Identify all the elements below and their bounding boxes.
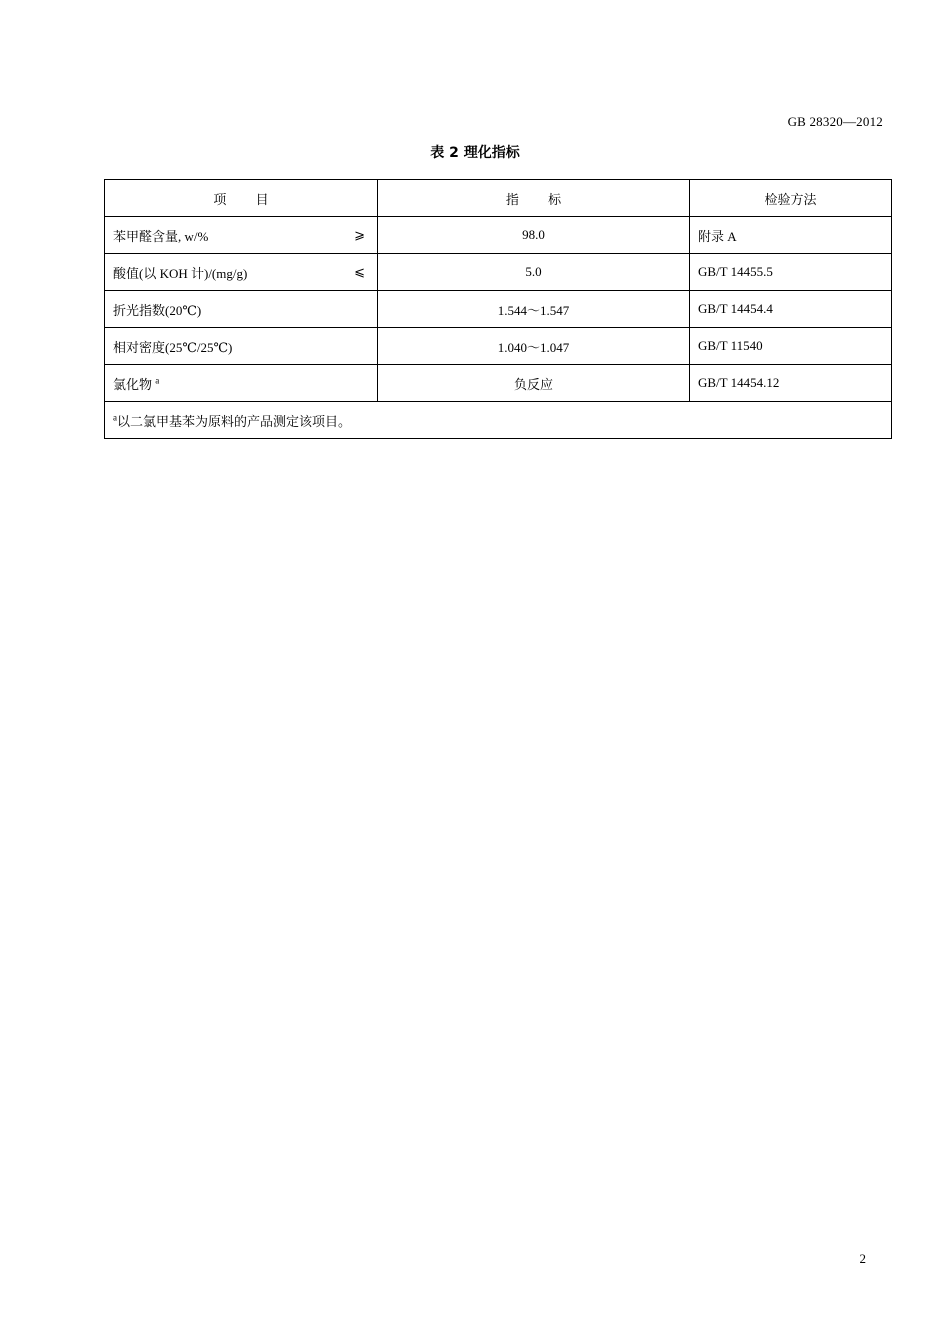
row-item-cell (105, 291, 378, 328)
table-title: 表 2 理化指标 (430, 145, 520, 161)
row-method: GB/T 14454.12 (690, 365, 892, 402)
row-item-cell (105, 328, 378, 365)
row-item-label: 相对密度(25℃/25℃) (113, 339, 233, 355)
spec-table (104, 179, 892, 439)
footnote-row (105, 402, 892, 439)
row-item-cell (105, 217, 378, 254)
row-item-label: 酸值(以 KOH 计)/(mg/g) (113, 265, 248, 281)
row-item-cell (105, 365, 378, 402)
row-value: 1.040～1.047 (378, 328, 690, 365)
table-header-row (105, 180, 892, 217)
row-method: GB/T 14454.4 (690, 291, 892, 328)
row-method: GB/T 14455.5 (690, 254, 892, 291)
column-header-value: 指 标 (378, 180, 690, 217)
column-header-method: 检验方法 (690, 180, 892, 217)
row-value: 1.544～1.547 (378, 291, 690, 328)
footnote-text: 以二氯甲基苯为原料的产品测定该项目。 (117, 413, 352, 429)
footnote-mark: a (155, 375, 160, 386)
table-row (105, 365, 892, 402)
table-row (105, 291, 892, 328)
table-row (105, 328, 892, 365)
page-number: 2 (859, 1251, 866, 1266)
inequality-sign: ⩽ (354, 264, 365, 279)
row-item-label: 苯甲醛含量, w/% (113, 228, 209, 244)
inequality-sign: ⩾ (354, 227, 365, 242)
row-value: 98.0 (378, 217, 690, 254)
row-method: GB/T 11540 (690, 328, 892, 365)
table-row (105, 217, 892, 254)
row-value: 5.0 (378, 254, 690, 291)
standard-code: GB 28320—2012 (787, 114, 883, 129)
row-value: 负反应 (378, 365, 690, 402)
row-item-label: 折光指数(20℃) (113, 302, 202, 318)
row-item-cell (105, 254, 378, 291)
row-method: 附录 A (690, 217, 892, 254)
footnote-mark: a (113, 412, 117, 423)
column-header-item: 项 目 (105, 180, 378, 217)
row-item-label: 氯化物 (113, 376, 153, 392)
footnote-cell (105, 402, 892, 439)
table-row (105, 254, 892, 291)
